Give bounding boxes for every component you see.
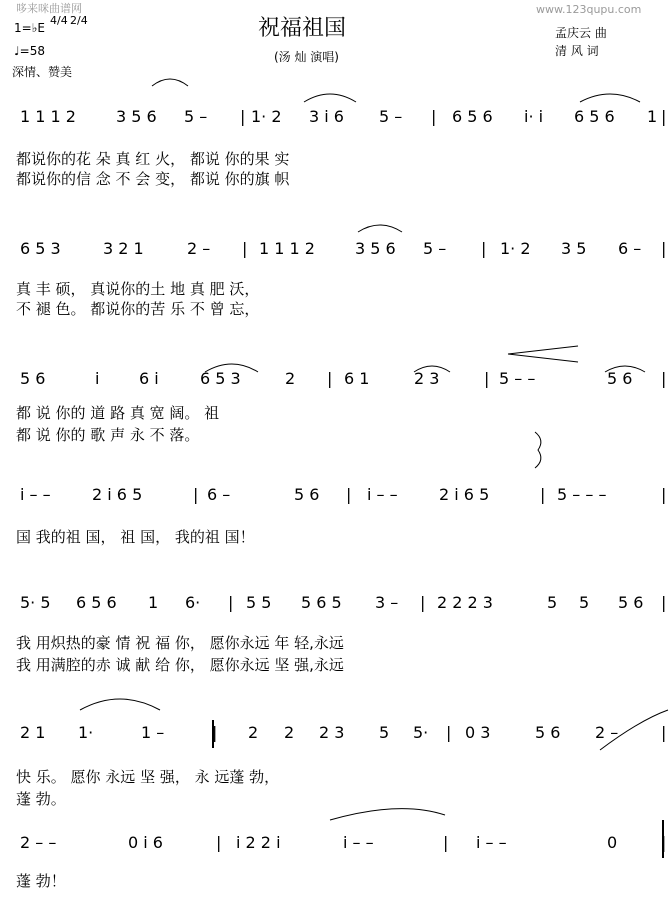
- note-group: 2 –: [187, 239, 211, 258]
- watermark-right: www.123qupu.com: [536, 3, 642, 16]
- lyric-line: 都说你的信 念 不 会 变， 都说 你的旗 帜: [16, 170, 290, 188]
- barline: |: [661, 239, 667, 258]
- barline: |: [661, 833, 667, 852]
- note-group: 6 –: [207, 485, 231, 504]
- note-group: 5 5: [246, 593, 272, 612]
- note-group: 2 – –: [20, 833, 57, 852]
- note-group: 5· 5: [20, 593, 51, 612]
- barline: |: [661, 593, 667, 612]
- note-group: i – –: [343, 833, 374, 852]
- note-group: 5 –: [379, 107, 403, 126]
- note-group: 5: [547, 593, 558, 612]
- note-group: 0 i 6: [128, 833, 163, 852]
- note-group: 5 6: [535, 723, 561, 742]
- note-group: 0 3: [465, 723, 491, 742]
- note-group: 5: [379, 723, 390, 742]
- note-group: 5 –: [184, 107, 208, 126]
- barline: |: [484, 369, 490, 388]
- note-group: 2 2 2 3: [437, 593, 493, 612]
- composer-credit: 孟庆云 曲: [555, 26, 607, 40]
- lyric-line: 真 丰 硕， 真说你的土 地 真 肥 沃，: [16, 280, 260, 298]
- barline: |: [431, 107, 437, 126]
- barline: |: [193, 485, 199, 504]
- performer-credit: (汤 灿 演唱): [274, 50, 339, 64]
- lyric-line: 我 用炽热的豪 情 祝 福 你， 愿你永远 年 轻,永远: [16, 634, 344, 652]
- note-group: i· i: [524, 107, 544, 126]
- barline: |: [661, 369, 667, 388]
- note-group: 2 i 6 5: [439, 485, 490, 504]
- note-group: 5 –: [423, 239, 447, 258]
- note-group: i: [95, 369, 100, 388]
- barline: |: [242, 239, 248, 258]
- note-group: 5·: [413, 723, 429, 742]
- key-signature: 1=♭E: [14, 21, 45, 35]
- note-group: 1· 2: [251, 107, 282, 126]
- note-group: 2: [248, 723, 259, 742]
- note-group: 1: [148, 593, 159, 612]
- lyric-line: 不 褪 色。 都说你的苦 乐 不 曾 忘，: [16, 300, 260, 318]
- note-group: 2: [284, 723, 295, 742]
- barline: |: [446, 723, 452, 742]
- barline: |: [443, 833, 449, 852]
- note-group: 2: [285, 369, 296, 388]
- note-group: 1· 2: [500, 239, 531, 258]
- note-group: 3 –: [375, 593, 399, 612]
- note-group: 2 i 6 5: [92, 485, 143, 504]
- note-group: 6 5 6: [452, 107, 493, 126]
- note-group: 3 5: [561, 239, 587, 258]
- barline: |: [216, 833, 222, 852]
- note-group: 3 5 6: [355, 239, 396, 258]
- note-group: i – –: [20, 485, 51, 504]
- note-group: 3 2 1: [103, 239, 144, 258]
- note-group: 1 1 1 2: [259, 239, 315, 258]
- lyric-line: 都 说 你的 歌 声 永 不 落。: [16, 426, 200, 444]
- time-signature-a: 4/4: [50, 14, 68, 27]
- barline: |: [212, 723, 218, 742]
- barline: |: [346, 485, 352, 504]
- note-group: 3 5 6: [116, 107, 157, 126]
- note-group: i 2 2 i: [236, 833, 281, 852]
- watermark-left: 哆来咪曲谱网: [16, 2, 82, 15]
- note-group: 5 – – –: [557, 485, 607, 504]
- note-group: 2 –: [595, 723, 619, 742]
- note-group: i – –: [367, 485, 398, 504]
- note-group: 5: [579, 593, 590, 612]
- barline: |: [420, 593, 426, 612]
- note-group: 5 6: [618, 593, 644, 612]
- expression-mark: 深情、赞美: [12, 65, 73, 79]
- note-group: 2 3: [414, 369, 440, 388]
- note-group: 5 6: [20, 369, 46, 388]
- note-group: 0: [607, 833, 618, 852]
- note-group: 1 –: [141, 723, 165, 742]
- note-group: 1: [647, 107, 658, 126]
- time-signature-b: 2/4: [70, 14, 88, 27]
- lyric-line: 都 说 你的 道 路 真 宽 阔。 祖: [16, 404, 220, 422]
- note-group: 6 5 3: [200, 369, 241, 388]
- lyricist-credit: 清 风 词: [555, 44, 599, 58]
- lyric-line: 快 乐。 愿你 永远 坚 强， 永 远蓬 勃，: [16, 768, 280, 786]
- note-group: 2 3: [319, 723, 345, 742]
- barline: |: [661, 107, 667, 126]
- note-group: 5 6 5: [301, 593, 342, 612]
- lyric-line: 我 用满腔的赤 诚 献 给 你， 愿你永远 坚 强,永远: [16, 656, 344, 674]
- note-group: i – –: [476, 833, 507, 852]
- note-group: 6 –: [618, 239, 642, 258]
- note-group: 6 i: [139, 369, 159, 388]
- note-group: 5 – –: [499, 369, 536, 388]
- lyric-line: 都说你的花 朵 真 红 火， 都说 你的果 实: [16, 150, 290, 168]
- lyric-line: 蓬 勃。: [16, 790, 66, 808]
- barline: |: [661, 723, 667, 742]
- barline: |: [327, 369, 333, 388]
- note-group: 2 1: [20, 723, 46, 742]
- note-group: 6·: [185, 593, 201, 612]
- tempo-mark: ♩=58: [14, 44, 45, 58]
- note-group: 6 5 6: [574, 107, 615, 126]
- lyric-line: 国 我的祖 国， 祖 国， 我的祖 国！: [16, 528, 255, 546]
- lyric-line: 蓬 勃！: [16, 872, 66, 890]
- note-group: 1·: [78, 723, 94, 742]
- barline: |: [228, 593, 234, 612]
- note-group: 6 5 6: [76, 593, 117, 612]
- note-group: 5 6: [294, 485, 320, 504]
- barline: |: [240, 107, 246, 126]
- note-group: 3 i 6: [309, 107, 344, 126]
- note-group: 1 1 1 2: [20, 107, 76, 126]
- barline: |: [540, 485, 546, 504]
- barline: |: [661, 485, 667, 504]
- barline: |: [481, 239, 487, 258]
- note-group: 6 5 3: [20, 239, 61, 258]
- note-group: 6 1: [344, 369, 370, 388]
- note-group: 5 6: [607, 369, 633, 388]
- song-title: 祝福祖国: [258, 16, 347, 41]
